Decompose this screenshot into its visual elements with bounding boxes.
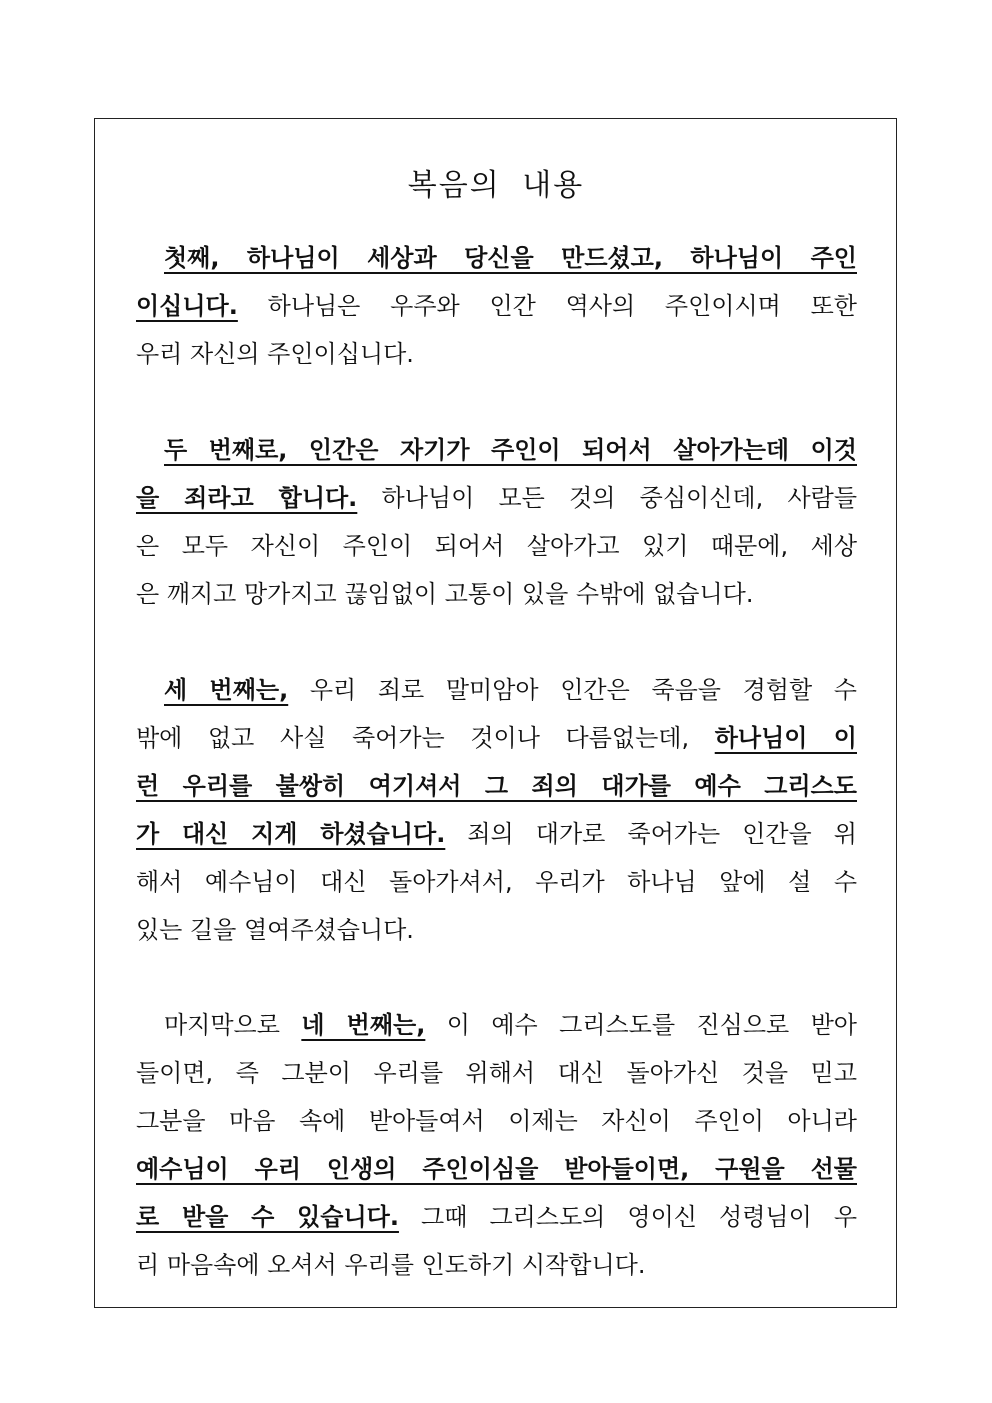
emphasized-text: 네 번째는, [301,1011,426,1039]
body-text: 이 예수 그리스도를 진심으로 받아 [425,1011,857,1039]
body-text: 들이면, 즉 그분이 우리를 위해서 대신 돌아가신 것을 믿고 [136,1059,857,1087]
emphasized-text: 두 번째로, 인간은 자기가 주인이 되어서 살아가는데 이것 [164,436,857,464]
emphasized-text: 이십니다. [136,292,238,320]
paragraph-3-line-5 [136,862,857,902]
paragraph-4-line-4 [136,1149,857,1189]
emphasized-text: 첫째, 하나님이 세상과 당신을 만드셨고, 하나님이 주인 [164,244,857,272]
emphasized-text: 을 죄라고 합니다. [136,484,358,512]
body-text: 리 마음속에 오셔서 우리를 인도하기 시작합니다. [136,1251,646,1279]
paragraph-1-line-3 [136,334,857,374]
emphasized-text: 세 번째는, [164,676,289,704]
paragraph-3-line-2 [136,718,857,758]
body-text: 해서 예수님이 대신 돌아가셔서, 우리가 하나님 앞에 설 수 [136,868,857,896]
body-text: 그분을 마음 속에 받아들여서 이제는 자신이 주인이 아니라 [136,1107,857,1135]
body-text: 우리 자신의 주인이십니다. [136,340,414,368]
body-text: 하나님은 우주와 인간 역사의 주인이시며 또한 [237,292,857,320]
body-text: 하나님이 모든 것의 중심이신데, 사람들 [357,484,857,512]
emphasized-text: 런 우리를 불쌍히 여기셔서 그 죄의 대가를 예수 그리스도 [136,772,857,800]
paragraph-2-line-2 [136,478,857,518]
emphasized-text: 예수님이 우리 인생의 주인이심을 받아들이면, 구원을 선물 [136,1155,857,1183]
paragraph-3-line-3 [136,766,857,806]
paragraph-4-line-2 [136,1053,857,1093]
paragraph-1-line-1 [136,238,857,278]
page-title: 복음의 내용 [407,168,585,203]
paragraph-3-line-6 [136,910,857,950]
paragraph-1-line-2 [136,286,857,326]
body-text: 죄의 대가로 죽어가는 인간을 위 [445,820,857,848]
paragraph-2-line-4 [136,574,857,614]
paragraph-2-line-3 [136,526,857,566]
paragraph-4-line-5 [136,1197,857,1237]
paragraph-3-line-4 [136,814,857,854]
emphasized-text: 가 대신 지게 하셨습니다. [136,820,446,848]
body-text: 밖에 없고 사실 죽어가는 것이나 다름없는데, [136,724,715,752]
paragraph-2-line-1 [136,430,857,470]
paragraph-4-line-3 [136,1101,857,1141]
body-text: 은 모두 자신이 주인이 되어서 살아가고 있기 때문에, 세상 [136,532,857,560]
paragraph-4-line-1 [136,1005,857,1045]
paragraph-4-line-6 [136,1245,857,1285]
body-text: 은 깨지고 망가지고 끊임없이 고통이 있을 수밖에 없습니다. [136,580,754,608]
emphasized-text: 하나님이 이 [714,724,857,752]
paragraph-3-line-1 [136,670,857,710]
emphasized-text: 로 받을 수 있습니다. [136,1203,399,1231]
body-text: 있는 길을 열여주셨습니다. [136,916,414,944]
body-text: 마지막으로 [164,1011,302,1039]
body-text: 그때 그리스도의 영이신 성령님이 우 [398,1203,858,1231]
body-text: 우리 죄로 말미암아 인간은 죽음을 경험할 수 [288,676,857,704]
